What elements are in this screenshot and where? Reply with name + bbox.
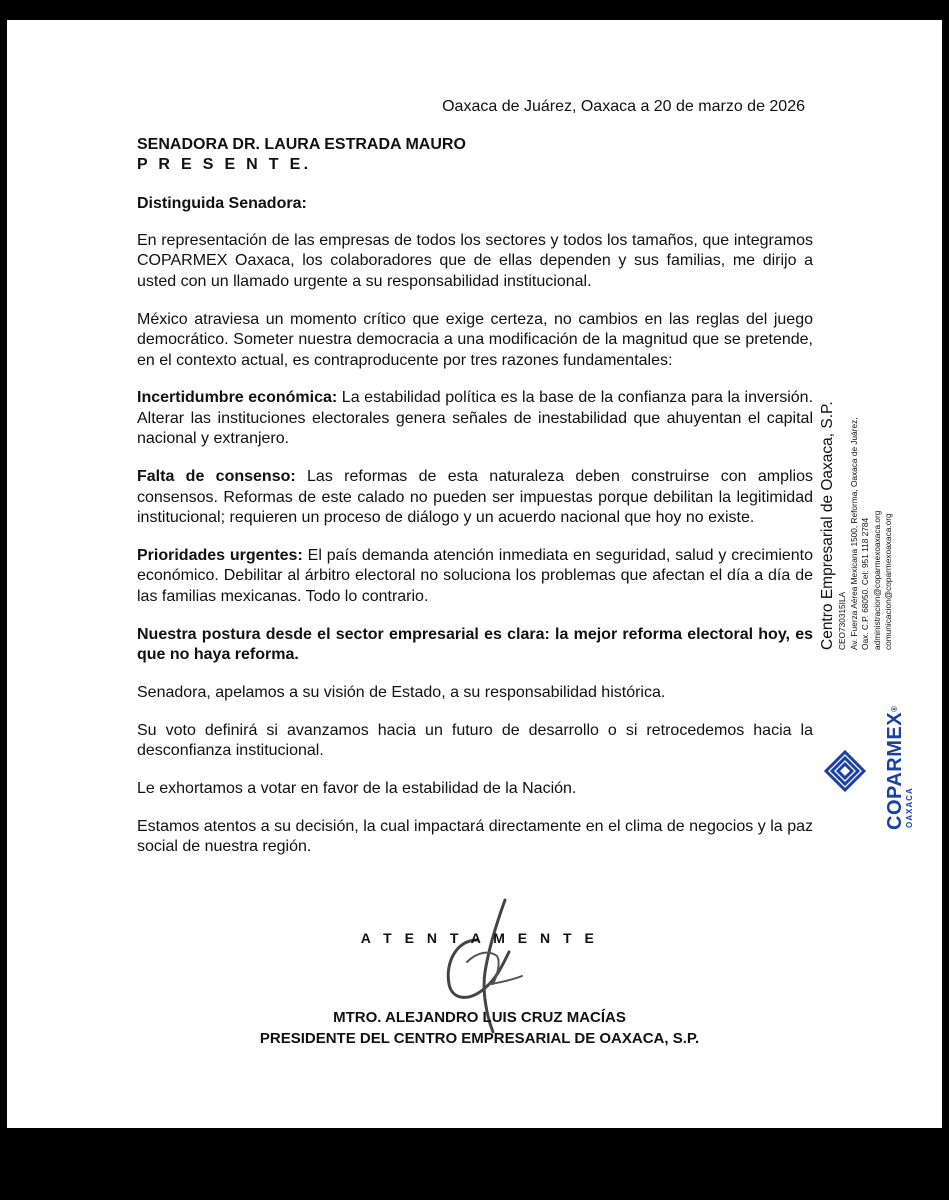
paragraph-reason-consensus — [137, 467, 813, 528]
paragraph-position: Nuestra postura desde el sector empresarial es clara: la mejor reforma electoral hoy, es que no haya reforma. — [137, 625, 813, 663]
signer-name: MTRO. ALEJANDRO LUIS CRUZ MACÍAS — [333, 1009, 626, 1026]
recipient-block — [137, 135, 466, 175]
sidebar-email-1: administracion@coparmexoaxaca.org — [871, 510, 882, 650]
paragraph-closing: Estamos atentos a su decisión, la cual impactará directamente en el clima de negocios y la paz social de nuestra región. — [137, 818, 813, 856]
reason-economic-lead: Incertidumbre económica: — [137, 389, 338, 407]
salutation: Distinguida Senadora: — [137, 195, 307, 212]
recipient-name: SENADORA DR. LAURA ESTRADA MAURO — [137, 136, 466, 153]
reason-consensus-text: Las reformas de esta naturaleza deben construirse con amplios consensos. Reformas de este calado no pueden ser impuestas porque debilitan la legitimidad institucional; requieren un proceso de diálogo y un acuerdo nacional que hoy no existe. — [137, 468, 814, 526]
paragraph-appeal: Senadora, apelamos a su visión de Estado, a su responsabilidad histórica. — [137, 683, 666, 701]
letter-body — [137, 231, 813, 875]
logo-name: COPARMEX — [884, 711, 906, 830]
reason-consensus-lead: Falta de consenso: — [137, 468, 296, 486]
paragraph-exhort: Le exhortamos a votar en favor de la estabilidad de la Nación. — [137, 780, 577, 798]
letter-date: Oaxaca de Juárez, Oaxaca a 20 de marzo de 2026 — [442, 98, 805, 115]
closing-attentamente: A T E N T A M E N T E — [360, 930, 599, 946]
paragraph-context: México atraviesa un momento crítico que exige certeza, no cambios en las reglas del juego democrático. Someter nuestra democracia a una modificación de la magnitud que se pretende, en el contexto actual, es contraproducente por tres razones fundamentales: — [137, 310, 813, 369]
paragraph-reason-economic — [137, 388, 813, 449]
paragraph-vote: Su voto definirá si avanzamos hacia un futuro de desarrollo o si retrocedemos hacia la desconfianza institucional. — [137, 721, 813, 760]
sidebar-address-2: Oax. C.P. 68050. Cel: 951 118 2784 — [860, 517, 871, 650]
sidebar-address-1: Av. Fuerza Aérea Mexicana 1500, Reforma, Oaxaca de Juárez, — [848, 417, 859, 650]
coparmex-wordmark — [885, 706, 915, 831]
letter-page — [7, 20, 942, 1128]
signer-block — [7, 1007, 942, 1049]
sidebar-org-name: Centro Empresarial de Oaxaca, S.P. — [819, 401, 836, 650]
signer-title: PRESIDENTE DEL CENTRO EMPRESARIAL DE OAXACA, S.P. — [259, 1030, 700, 1047]
sidebar-email-2: comunicacion@coparmexoaxaca.org — [883, 513, 894, 650]
paragraph-intro: En representación de las empresas de todos los sectores y todos los tamaños, que integramos COPARMEX Oaxaca, los colaboradores que de ellas dependen y sus familias, me dirijo a usted con un llamado urgente a su responsabilidad institucional. — [137, 232, 813, 290]
reason-priorities-lead: Prioridades urgentes: — [137, 546, 303, 564]
logo-sub: OAXACA — [905, 787, 914, 828]
sidebar-letterhead — [819, 350, 895, 650]
recipient-presente: P R E S E N T E. — [137, 156, 312, 173]
coparmex-logo-icon — [822, 748, 868, 794]
paragraph-reason-priorities — [137, 546, 813, 607]
reason-economic-text: La estabilidad política es la base de la confianza para la inversión. Alterar las instituciones electorales genera señales de inestabilidad que ahuyentan el capital nacional y extranjero. — [137, 389, 814, 448]
reason-priorities-text: El país demanda atención inmediata en seguridad, salud y crecimiento económico. Debilitar al árbitro electoral no soluciona los problemas que afectan el día a día de las familias mexicanas. Todo lo contrario. — [137, 546, 814, 605]
logo-registered: ® — [890, 705, 899, 712]
sidebar-rfc: CEO730315ILA — [837, 591, 847, 650]
